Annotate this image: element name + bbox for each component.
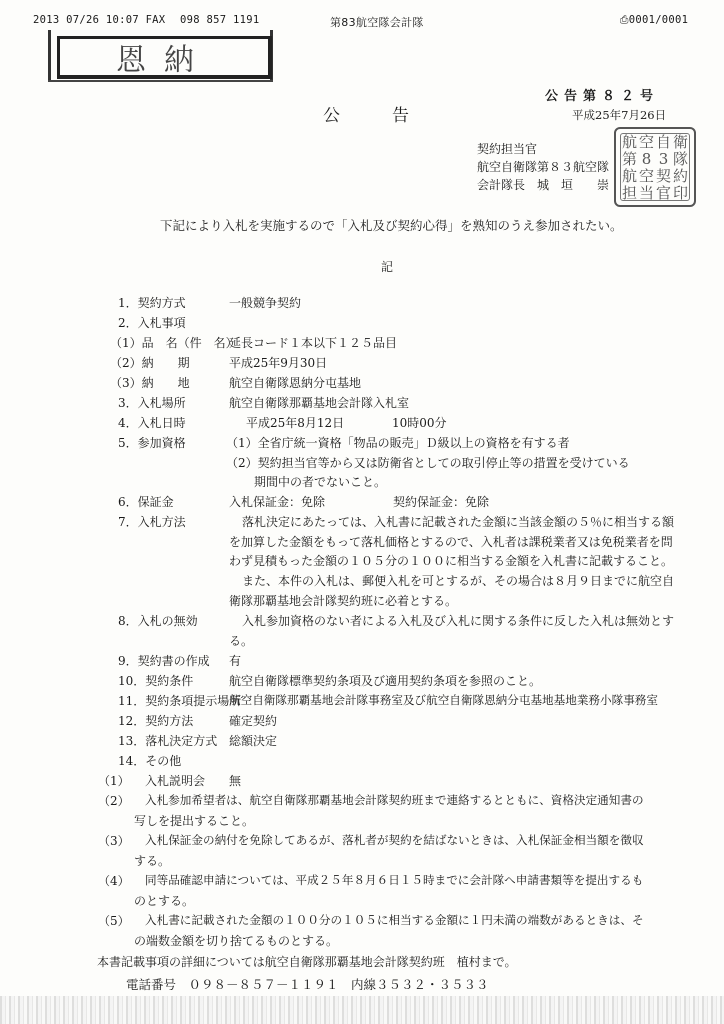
stamp-border-left: [48, 30, 51, 82]
item-2-3-value: 航空自衛隊恩納分屯基地: [229, 376, 362, 390]
item-7-line-5: 衛隊那覇基地会計隊契約班に必着とする。: [229, 594, 458, 608]
intro-text: 下記により入札を実施するので「入札及び契約心得」を熟知のうえ参加されたい。: [160, 218, 623, 233]
item-6-value-2: 契約保証金：免除: [393, 495, 490, 509]
fax-page: ⎙0001/0001: [620, 14, 689, 26]
issuer-line-1: 契約担当官: [477, 142, 538, 156]
seal-glyph: 空: [638, 133, 654, 151]
item-4-date: 平成25年8月12日: [246, 416, 345, 430]
issuer-line-3: 会計隊長 城 垣 崇: [477, 178, 610, 192]
item-12-label: 12．契約方法: [118, 714, 194, 728]
other-5-label: （5）: [98, 914, 130, 928]
other-2-label: （2）: [98, 794, 130, 808]
seal-glyph: 航: [621, 133, 637, 151]
fax-sender: 第83航空隊会計隊: [330, 16, 424, 29]
seal-glyph: 印: [672, 184, 688, 202]
contact-text: 本書記載事項の詳細については航空自衛隊那覇基地会計隊契約班 植村まで。: [97, 955, 517, 969]
item-8-label: 8．入札の無効: [118, 614, 198, 628]
phone-text: 電話番号 ０９８－８５７－１１９１ 内線３５３２・３５３３: [126, 977, 489, 992]
seal-glyph: 衛: [672, 133, 688, 151]
item-9-value: 有: [229, 654, 242, 668]
receipt-stamp: [57, 36, 272, 79]
item-3-value: 航空自衛隊那覇基地会計隊入札室: [229, 396, 410, 410]
seal-glyph: 当: [638, 184, 654, 202]
item-2-2-label: （2）納 期: [110, 356, 190, 370]
item-7-label: 7．入札方法: [118, 515, 186, 529]
item-6-label: 6．保証金: [118, 495, 174, 509]
stamp-text: 恩納: [116, 43, 212, 78]
item-7-line-4: また、本件の入札は、郵便入札を可とするが、その場合は８月９日までに航空自: [242, 574, 675, 588]
item-8-line-2: る。: [229, 634, 254, 648]
seal-glyph: 空: [638, 167, 654, 185]
seal-glyph: 航: [621, 167, 637, 185]
item-7-line-1: 落札決定にあたっては、入札書に記載された金額に当該金額の５％に相当する額: [242, 515, 675, 529]
item-12-value: 確定契約: [229, 714, 278, 728]
fax-datetime: 2013 07/26 10:07 FAX: [33, 14, 166, 26]
other-3-label: （3）: [98, 834, 130, 848]
item-4-label: 4．入札日時: [118, 416, 186, 430]
item-11-label: 11．契約条項提示場所: [118, 694, 242, 708]
scan-noise-strip: [0, 996, 724, 1024]
item-2-label: 2．入札事項: [118, 316, 186, 330]
seal-glyph: 3: [658, 150, 669, 168]
item-5-label: 5．参加資格: [118, 436, 186, 450]
page-icon: ⎙: [620, 14, 629, 26]
item-1-value: 一般競争契約: [229, 296, 302, 310]
other-3-line-1: 入札保証金の納付を免除してあるが、落札者が契約を結ばないときは、入札保証金相当額を徴収: [145, 833, 644, 847]
other-5-line-2: の端数金額を切り捨てるものとする。: [134, 934, 339, 948]
item-5-2a: （2）契約担当官等から又は防衛省としての取引停止等の措置を受けている: [226, 456, 630, 470]
seal-glyph: 自: [655, 133, 671, 151]
other-4-line-1: 同等品確認申請については、平成２５年８月６日１５時までに会計隊へ申請書類等を提出するも: [145, 873, 644, 887]
item-4-time: 10時00分: [392, 416, 447, 430]
item-10-value: 航空自衛隊標準契約条項及び適用契約条項を参照のこと。: [229, 674, 542, 688]
item-2-1-value: 延長コード１本以下１２５品目: [229, 336, 398, 350]
other-5-line-1: 入札書に記載された金額の１００分の１０５に相当する金額に１円未満の端数があるときは、そ: [145, 913, 644, 927]
page-title: 公 告: [323, 106, 415, 126]
other-1-label: （1）: [98, 774, 130, 788]
other-1-text: 入札説明会 無: [145, 774, 242, 788]
fax-number: 098 857 1191: [180, 14, 260, 26]
ki-heading: 記: [381, 260, 394, 274]
item-13-value: 総額決定: [229, 734, 278, 748]
item-7-line-2: を加算した金額をもって落札価格とするので、入札者は課税業者又は免税業者を問: [229, 535, 673, 549]
notice-date: 平成25年7月26日: [572, 108, 667, 122]
other-2-line-1: 入札参加希望者は、航空自衛隊那覇基地会計隊契約班まで連絡するとともに、資格決定通知書の: [145, 793, 644, 807]
item-14-label: 14．その他: [118, 754, 182, 768]
seal-glyph: 約: [672, 167, 688, 185]
item-2-1-label: （1）品 名（件 名）: [110, 336, 238, 350]
item-5-1: （1）全省庁統一資格「物品の販売」Ｄ級以上の資格を有する者: [226, 436, 570, 450]
seal-glyph: 隊: [672, 150, 688, 168]
seal-glyph: 第: [621, 150, 637, 168]
item-1-label: 1．契約方式: [118, 296, 186, 310]
other-2-line-2: 写しを提出すること。: [134, 814, 255, 828]
item-5-2b: 期間中の者でないこと。: [254, 475, 387, 489]
item-9-label: 9．契約書の作成: [118, 654, 210, 668]
seal-glyph: 官: [655, 184, 671, 202]
item-2-2-value: 平成25年9月30日: [229, 356, 328, 370]
issuer-line-2: 航空自衛隊第８３航空隊: [477, 160, 610, 174]
item-6-value-1: 入札保証金：免除: [229, 495, 326, 509]
item-8-line-1: 入札参加資格のない者による入札及び入札に関する条件に反した入札は無効とす: [242, 614, 675, 628]
seal-glyph: 担: [621, 184, 637, 202]
other-4-line-2: のとする。: [134, 894, 195, 908]
item-10-label: 10．契約条件: [118, 674, 194, 688]
item-3-label: 3．入札場所: [118, 396, 186, 410]
stamp-border-bottom: [48, 80, 273, 82]
official-seal: [614, 127, 696, 207]
item-7-line-3: わず見積もった金額の１０５分の１００に相当する金額を入札書に記載すること。: [229, 554, 674, 568]
item-11-value: 航空自衛隊那覇基地会計隊事務室及び航空自衛隊恩納分屯基地基地業務小隊事務室: [229, 693, 658, 707]
notice-number: 公告第８２号: [545, 89, 660, 104]
other-3-line-2: する。: [134, 854, 171, 868]
other-4-label: （4）: [98, 874, 130, 888]
seal-glyph: 契: [655, 167, 671, 185]
item-2-3-label: （3）納 地: [110, 376, 190, 390]
seal-grid: [620, 133, 690, 201]
seal-glyph: 8: [641, 150, 652, 168]
item-13-label: 13．落札決定方式: [118, 734, 218, 748]
